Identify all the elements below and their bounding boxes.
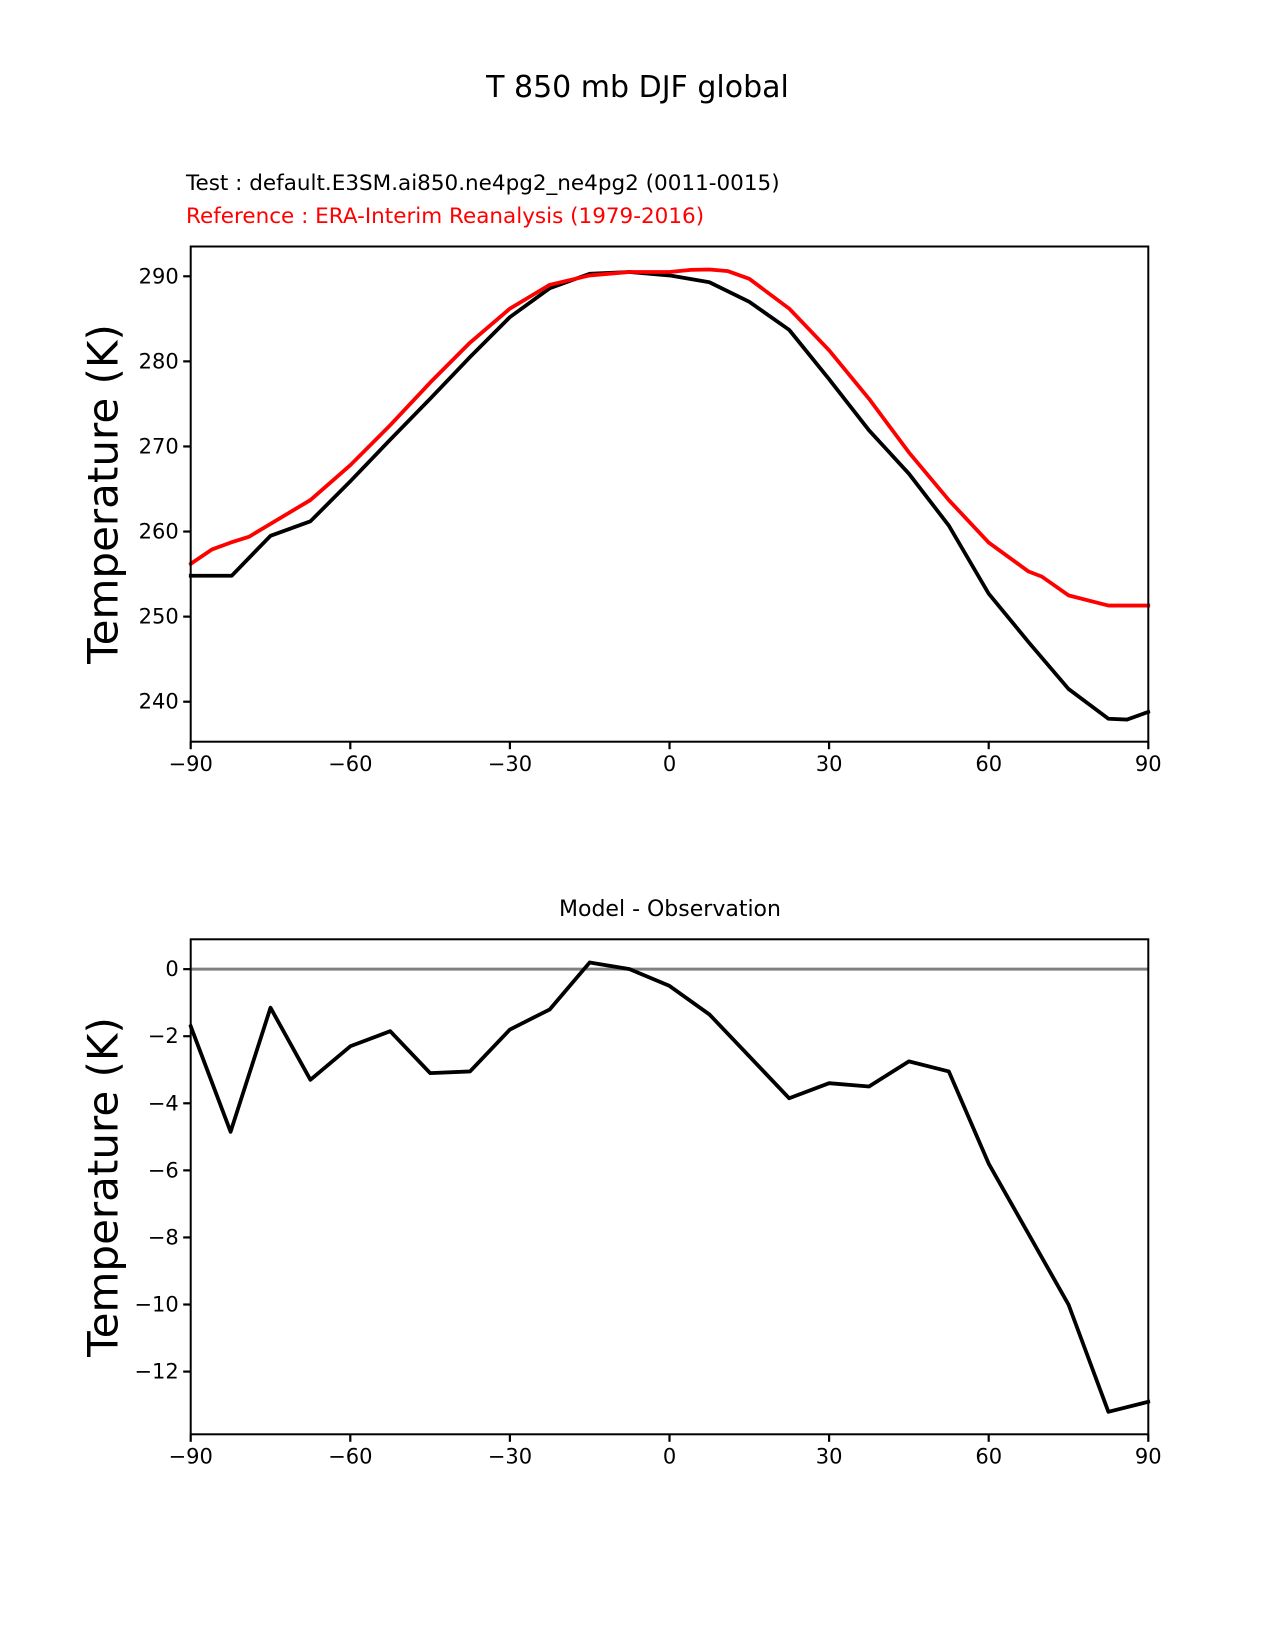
bottom-panel-title: Model - Observation xyxy=(559,897,781,922)
x-tick-label: 60 xyxy=(975,751,1003,776)
y-tick-label: −8 xyxy=(147,1225,179,1250)
x-tick-label: 90 xyxy=(1134,751,1162,776)
legend-test-label: Test : default.E3SM.ai850.ne4pg2_ne4pg2 (0011-0015) xyxy=(186,171,780,196)
y-tick-label: 250 xyxy=(138,604,179,629)
x-tick-label: −30 xyxy=(487,751,533,776)
top-panel-ylabel: Temperature (K) xyxy=(78,324,128,664)
chart-title: T 850 mb DJF global xyxy=(486,70,789,105)
y-tick-label: 270 xyxy=(138,434,179,459)
x-tick-label: 60 xyxy=(975,1444,1003,1469)
x-tick-label: −30 xyxy=(487,1444,533,1469)
x-tick-label: −60 xyxy=(328,1444,373,1469)
legend-reference-label: Reference : ERA-Interim Reanalysis (1979-2016) xyxy=(186,204,705,229)
y-tick-label: −10 xyxy=(134,1292,179,1317)
y-tick-label: −6 xyxy=(147,1158,179,1183)
y-tick-label: 260 xyxy=(138,519,179,544)
panel-1 xyxy=(134,939,1161,1468)
y-tick-label: 0 xyxy=(165,957,179,982)
x-tick-label: −90 xyxy=(168,1444,213,1469)
bottom-panel-ylabel: Temperature (K) xyxy=(78,1017,128,1357)
x-tick-label: 30 xyxy=(815,1444,843,1469)
x-tick-label: 0 xyxy=(662,1444,677,1469)
y-tick-label: −2 xyxy=(147,1024,179,1049)
y-tick-label: 240 xyxy=(138,689,179,714)
y-tick-label: 290 xyxy=(138,264,179,289)
series-line-reference-obs xyxy=(191,269,1149,605)
panel-0 xyxy=(139,247,1162,776)
series-line-test-model xyxy=(191,272,1149,720)
x-tick-label: −60 xyxy=(328,751,373,776)
x-tick-label: 0 xyxy=(662,751,677,776)
axes-spines xyxy=(191,247,1149,742)
x-tick-label: 90 xyxy=(1134,1444,1162,1469)
y-tick-label: 280 xyxy=(138,349,179,374)
axes-spines xyxy=(191,939,1149,1434)
y-tick-label: −4 xyxy=(147,1091,179,1116)
x-tick-label: 30 xyxy=(815,751,843,776)
y-tick-label: −12 xyxy=(134,1359,179,1384)
x-tick-label: −90 xyxy=(168,751,213,776)
legend xyxy=(186,167,780,233)
series-line-model-minus-observation xyxy=(191,962,1149,1411)
